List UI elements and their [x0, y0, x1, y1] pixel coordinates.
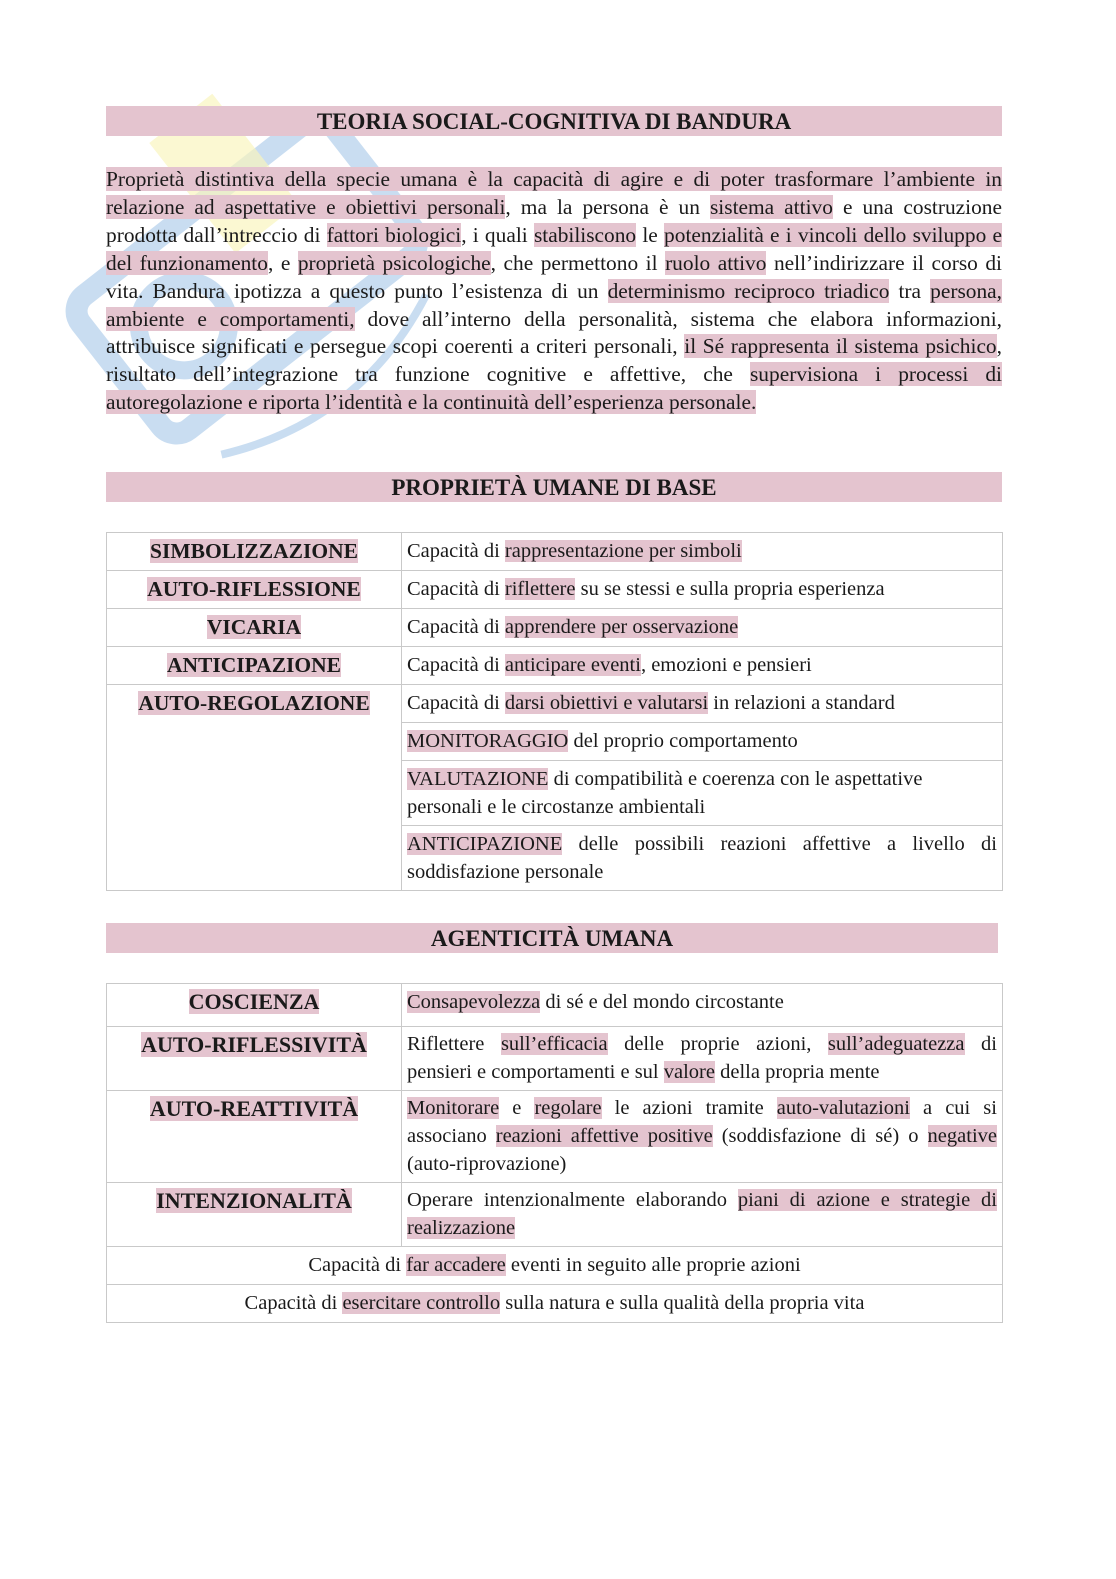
desc-highlight: negative: [927, 1125, 997, 1147]
desc-text: sulla natura e sulla qualità della propria vita: [500, 1292, 865, 1314]
desc-highlight: piani di azione e strategie di realizzazione: [407, 1189, 997, 1239]
summary-cell: [107, 1247, 1003, 1285]
desc-highlight: darsi obiettivi e valutarsi: [504, 692, 709, 714]
description-cell: [402, 761, 1003, 826]
intro-text: dove all’interno della personalità, sistema che elabora informazioni, attribuisce significati e persegue scopi coerenti a criteri personali,: [106, 306, 1002, 359]
intro-text: Proprietà distintiva della specie umana è la: [106, 167, 514, 191]
description-cell: [402, 1091, 1003, 1183]
table-row: [107, 533, 1003, 571]
desc-text: Capacità di: [407, 616, 505, 638]
section-title-agency: AGENTICITÀ UMANA: [106, 923, 998, 953]
description-cell: [402, 685, 1003, 723]
description-cell: [402, 984, 1003, 1027]
intro-highlight: stabiliscono: [533, 222, 637, 247]
intro-highlight: sistema attivo: [709, 194, 833, 219]
table-row: [107, 609, 1003, 647]
desc-text: (soddisfazione di sé) o: [712, 1125, 928, 1147]
desc-text: Capacità di: [407, 692, 505, 714]
desc-text: di compatibilità e coerenza con le aspettative personali e le circostanze ambientali: [407, 768, 923, 818]
description-cell: [402, 1183, 1003, 1247]
term-label: SIMBOLIZZAZIONE: [150, 539, 358, 563]
basic-properties-table: [106, 532, 1003, 891]
table-row: [107, 571, 1003, 609]
intro-text: , ma la persona è un: [505, 194, 710, 219]
table-row: [107, 647, 1003, 685]
intro-highlight: potenzialità e i vincoli dello sviluppo e del funzionamento: [106, 222, 1002, 275]
term-cell: [107, 1027, 402, 1091]
intro-highlight: proprietà psicologiche: [297, 250, 491, 275]
term-label: AUTO-RIFLESSIONE: [147, 577, 361, 601]
term-label: INTENZIONALITÀ: [156, 1188, 352, 1213]
desc-text: di pensieri e comportamenti e sul: [407, 1033, 997, 1083]
desc-text: , emozioni e pensieri: [640, 654, 812, 676]
desc-highlight: apprendere per osservazione: [504, 616, 739, 638]
intro-highlight: fattori biologici: [326, 222, 462, 247]
desc-text: Riflettere: [407, 1033, 501, 1055]
desc-text: a cui si associano: [407, 1097, 997, 1147]
intro-text: le: [636, 222, 665, 247]
intro-highlight: capacità di agire e di poter trasformare l’ambiente in relazione ad aspettative e obiettivi personali: [106, 167, 1002, 219]
desc-text: le azioni tramite: [601, 1097, 777, 1119]
desc-highlight: anticipare eventi: [504, 654, 641, 676]
table-row: [107, 1285, 1003, 1323]
desc-text: e: [499, 1097, 535, 1119]
intro-highlight: il Sé rappresenta il sistema psichico: [684, 334, 997, 359]
desc-text: del proprio comportamento: [568, 730, 798, 752]
term-cell: [107, 647, 402, 685]
table-row: [107, 1027, 1003, 1091]
description-cell: [402, 647, 1003, 685]
desc-text: delle proprie azioni,: [607, 1033, 828, 1055]
table-row: [107, 1247, 1003, 1285]
intro-highlight: supervisiona i processi di autoregolazione e riporta l’identità e la continuità dell’esperienza personale.: [106, 362, 1002, 415]
term-label: AUTO-RIFLESSIVITÀ: [141, 1032, 367, 1057]
section-title-basic-properties: PROPRIETÀ UMANE DI BASE: [106, 472, 1002, 502]
desc-highlight: sull’efficacia: [500, 1033, 608, 1055]
desc-text: delle possibili reazioni affettive a livello di soddisfazione personale: [407, 833, 997, 883]
desc-text: su se stessi e sulla propria esperienza: [575, 578, 885, 600]
desc-highlight: valore: [663, 1061, 715, 1083]
desc-highlight: MONITORAGGIO: [407, 730, 569, 752]
section-title-bandura: TEORIA SOCIAL-COGNITIVA DI BANDURA: [106, 106, 1002, 136]
desc-text: Capacità di: [308, 1254, 407, 1276]
table-row: [107, 1183, 1003, 1247]
intro-text: tra: [889, 278, 931, 303]
intro-highlight: persona, ambiente e comportamenti,: [106, 278, 1002, 331]
desc-highlight: reazioni affettive positive: [495, 1125, 713, 1147]
desc-highlight: auto-valutazioni: [776, 1097, 910, 1119]
term-cell: [107, 571, 402, 609]
desc-highlight: ANTICIPAZIONE: [407, 833, 563, 855]
term-label: AUTO-REGOLAZIONE: [138, 691, 370, 715]
intro-text: , che permettono il: [490, 250, 666, 275]
desc-text: di sé e del mondo circostante: [540, 991, 784, 1013]
desc-highlight: esercitare controllo: [342, 1292, 501, 1314]
term-cell: [107, 984, 402, 1027]
description-cell: [402, 609, 1003, 647]
desc-text: Capacità di: [407, 654, 505, 676]
description-cell: [402, 571, 1003, 609]
desc-text: Capacità di: [407, 578, 505, 600]
desc-text: (auto-riprovazione): [407, 1153, 567, 1175]
term-label: AUTO-REATTIVITÀ: [149, 1096, 359, 1121]
desc-highlight: rappresentazione per simboli: [504, 540, 742, 562]
table-row: [107, 984, 1003, 1027]
intro-text: e una costruzione prodotta dall’intreccio di: [106, 194, 1002, 247]
term-cell: [107, 1091, 402, 1183]
intro-paragraph: [106, 166, 1002, 417]
intro-text: , i quali: [461, 222, 534, 247]
term-label: COSCIENZA: [188, 989, 320, 1014]
desc-text: Capacità di: [407, 540, 505, 562]
desc-text: Capacità di: [244, 1292, 343, 1314]
agency-table: [106, 983, 1003, 1323]
summary-cell: [107, 1285, 1003, 1323]
description-cell: [402, 533, 1003, 571]
term-label: VICARIA: [206, 615, 302, 639]
table-row: [107, 1091, 1003, 1183]
term-label: ANTICIPAZIONE: [166, 653, 341, 677]
desc-highlight: regolare: [534, 1097, 602, 1119]
desc-highlight: sull’adeguatezza: [827, 1033, 965, 1055]
desc-highlight: VALUTAZIONE: [407, 768, 549, 790]
description-cell: [402, 723, 1003, 761]
table-row: [107, 685, 1003, 723]
desc-highlight: riflettere: [504, 578, 576, 600]
description-cell: [402, 826, 1003, 891]
term-cell: [107, 685, 402, 891]
term-cell: [107, 609, 402, 647]
intro-text: , e: [267, 250, 298, 275]
desc-highlight: Consapevolezza: [407, 991, 541, 1013]
intro-text: nell’indirizzare il corso di vita. Bandura ipotizza a questo punto l’esistenza di un: [106, 250, 1003, 303]
desc-highlight: Monitorare: [407, 1097, 500, 1119]
intro-highlight: determinismo reciproco triadico: [607, 278, 890, 303]
desc-text: della propria mente: [714, 1061, 880, 1083]
description-cell: [402, 1027, 1003, 1091]
desc-text: Operare intenzionalmente elaborando: [407, 1189, 738, 1211]
desc-highlight: far accadere: [406, 1254, 506, 1276]
intro-highlight: ruolo attivo: [665, 250, 767, 275]
desc-text: in relazioni a standard: [708, 692, 895, 714]
desc-text: eventi in seguito alle proprie azioni: [505, 1254, 801, 1276]
term-cell: [107, 533, 402, 571]
term-cell: [107, 1183, 402, 1247]
intro-text: , risultato dell’integrazione tra funzione cognitive e affettive, che: [106, 334, 1002, 387]
